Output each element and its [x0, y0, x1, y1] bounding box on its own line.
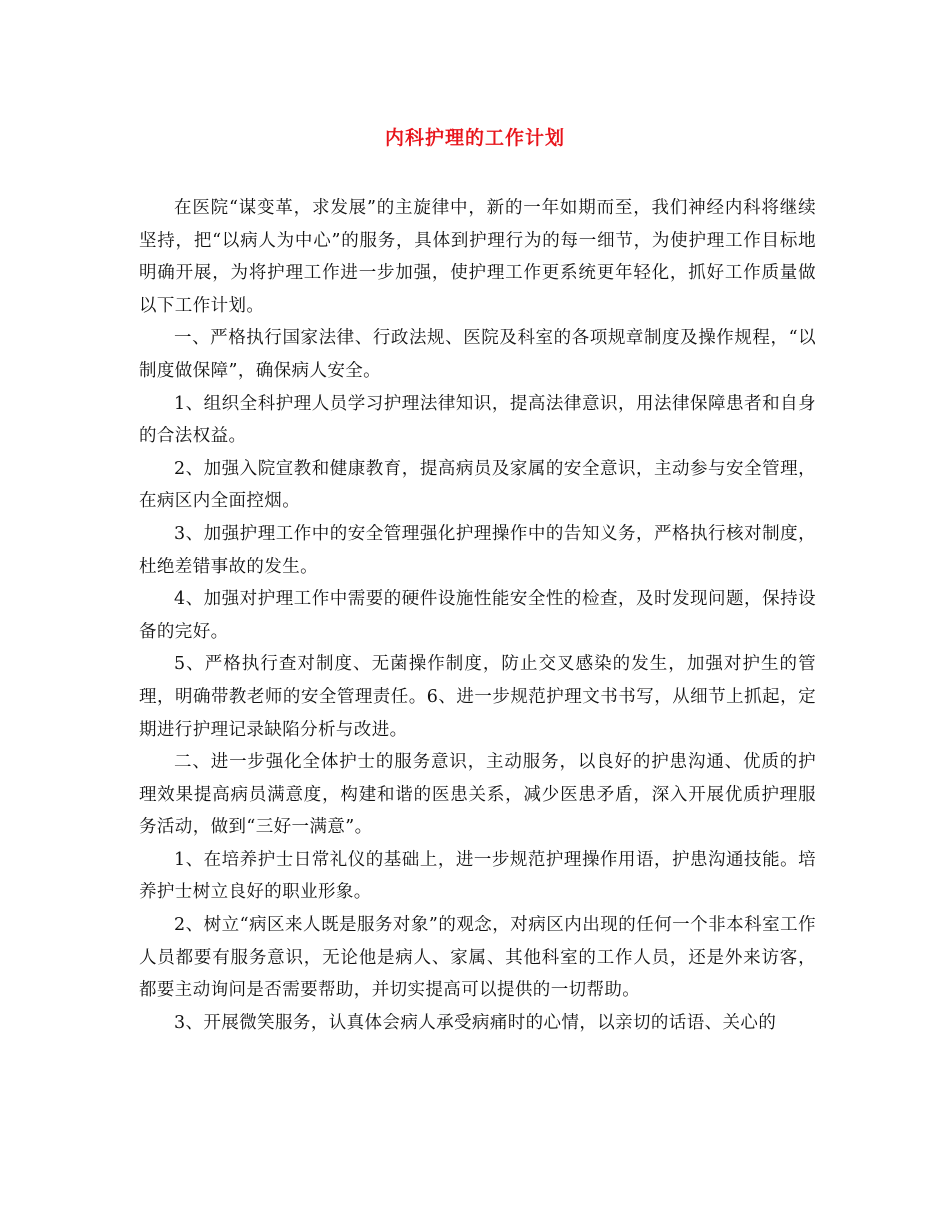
paragraph-section-2: 二、进一步强化全体护士的服务意识，主动服务，以良好的护患沟通、优质的护理效果提高病员满意度，构建和谐的医患关系，减少医患矛盾，深入开展优质护理服务活动，做到“三好一满意”。 — [139, 752, 816, 838]
paragraph-intro: 在医院“谋变革，求发展”的主旋律中，新的一年如期而至，我们神经内科将继续坚持，把“以病人为中心”的服务，具体到护理行为的每一细节，为使护理工作目标地明确开展，为将护理工作进一步加强，使护理工作更系统更年轻化，抓好工作质量做以下工作计划。 — [139, 198, 816, 316]
paragraph-section-1: 一、严格执行国家法律、行政法规、医院及科室的各项规章制度及操作规程，“以制度做保障”，确保病人安全。 — [139, 328, 816, 381]
paragraph-item-1-4: 4、加强对护理工作中需要的硬件设施性能安全性的检查，及时发现问题，保持设备的完好。 — [139, 589, 816, 642]
paragraph-item-1-3: 3、加强护理工作中的安全管理强化护理操作中的告知义务，严格执行核对制度，杜绝差错事故的发生。 — [139, 523, 816, 577]
paragraph-item-2-1: 1、在培养护士日常礼仪的基础上，进一步规范护理操作用语，护患沟通技能。培养护士树立良好的职业形象。 — [139, 849, 816, 903]
paragraph-item-1-2: 2、加强入院宣教和健康教育，提高病员及家属的安全意识，主动参与安全管理，在病区内全面控烟。 — [139, 458, 816, 512]
document-title: 内科护理的工作计划 — [384, 127, 565, 149]
paragraph-item-2-3: 3、开展微笑服务，认真体会病人承受病痛时的心情，以亲切的话语、关心的 — [174, 1012, 777, 1033]
document-body — [139, 192, 816, 1039]
paragraph-item-1-1: 1、组织全科护理人员学习护理法律知识，提高法律意识，用法律保障患者和自身的合法权益。 — [139, 393, 816, 447]
paragraph-item-1-5: 5、严格执行查对制度、无菌操作制度，防止交叉感染的发生，加强对护生的管理，明确带教老师的安全管理责任。6、进一步规范护理文书书写，从细节上抓起，定期进行护理记录缺陷分析与改进。 — [139, 654, 816, 740]
paragraph-item-2-2: 2、树立“病区来人既是服务对象”的观念，对病区内出现的任何一个非本科室工作人员都要有服务意识，无论他是病人、家属、其他科室的工作人员，还是外来访客，都要主动询问是否需要帮助，并切实提高可以提供的一切帮助。 — [139, 915, 816, 1001]
